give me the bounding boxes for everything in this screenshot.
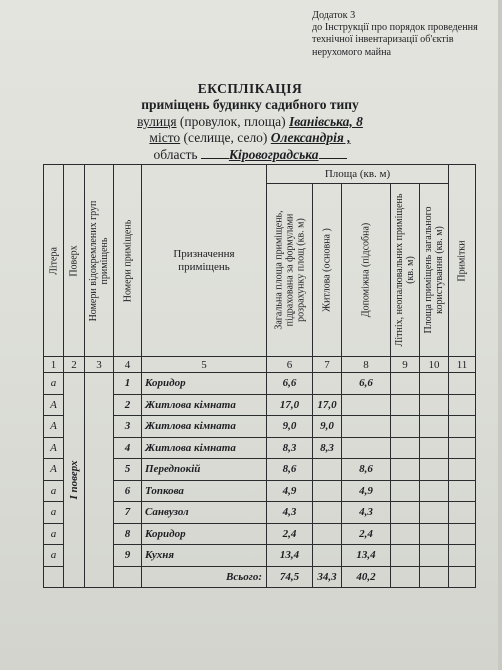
column-number: 8 [342,357,391,373]
cell-aux [342,416,391,438]
cell-living [313,545,342,567]
cell-living: 9,0 [313,416,342,438]
document-subtitle: приміщень будинку садибного типу [141,97,359,112]
cell-aux: 13,4 [342,545,391,567]
column-number-row [44,357,476,373]
cell-notes [449,480,476,502]
cell-aux: 8,6 [342,459,391,481]
cell-room-number: 6 [114,480,142,502]
cell-living: 8,3 [313,437,342,459]
cell-living [313,502,342,524]
table-row [44,373,476,395]
cell-aux: 2,4 [342,523,391,545]
cell-litera: А [44,437,64,459]
cell-aux [342,394,391,416]
cell-common [420,416,449,438]
street-prefix: вулиця [137,114,177,129]
cell-litera: А [44,416,64,438]
city-middle: (селище, село) [180,130,271,145]
appendix-line: нерухомого майна [312,46,392,58]
blank-underline [319,148,347,159]
cell-total: 9,0 [267,416,313,438]
cell-room-name: Топкова [142,480,267,502]
cell-room-name: Житлова кімната [142,437,267,459]
column-number: 9 [391,357,420,373]
cell-room-number: 2 [114,394,142,416]
region-value: Кіровоградська [228,147,319,162]
region-label: область [153,147,198,162]
cell-summer [391,416,420,438]
cell-litera: а [44,523,64,545]
cell-common [420,437,449,459]
cell-summer [391,502,420,524]
header-group-numbers: Номери відокремлених груп приміщень [85,165,114,357]
cell-total: 17,0 [267,394,313,416]
cell-litera: А [44,459,64,481]
column-number: 6 [267,357,313,373]
cell-aux: 4,9 [342,480,391,502]
cell-litera [44,566,64,588]
cell-litera: а [44,373,64,395]
cell-common [420,480,449,502]
appendix-line: Додаток 3 [312,10,356,21]
column-number: 1 [44,357,64,373]
column-number: 5 [142,357,267,373]
cell-room-number: 4 [114,437,142,459]
address-city-line [80,129,420,146]
totals-aux: 40,2 [342,566,391,588]
column-number: 7 [313,357,342,373]
city-prefix: місто [149,130,181,145]
header-common: Площа приміщень загального користування (кв. м) [420,184,449,357]
appendix-note [312,10,500,59]
cell-notes [449,502,476,524]
cell-living [313,459,342,481]
cell-room-number: 8 [114,523,142,545]
cell-room-name: Коридор [142,523,267,545]
cell-summer [391,566,420,588]
city-suffix: , [343,130,351,145]
cell-notes [449,523,476,545]
cell-summer [391,523,420,545]
column-number: 4 [114,357,142,373]
cell-room-number: 3 [114,416,142,438]
cell-total: 4,9 [267,480,313,502]
address-street-line [80,113,420,130]
address-region-line [80,146,420,163]
cell-total: 2,4 [267,523,313,545]
cell-aux: 4,3 [342,502,391,524]
cell-room-number: 7 [114,502,142,524]
cell-litera: а [44,545,64,567]
street-value: Іванівська, 8 [288,114,363,129]
cell-living [313,523,342,545]
cell-living: 17,0 [313,394,342,416]
header-auxiliary: Допоміжна (підсобна) [342,184,391,357]
column-number: 2 [64,357,85,373]
cell-room-name: Житлова кімната [142,394,267,416]
explication-table-wrap [43,164,476,588]
header-purpose: Призначення приміщень [142,165,267,357]
cell-room-name: Передпокій [142,459,267,481]
cell-summer [391,459,420,481]
header-room-numbers: Номери приміщень [114,165,142,357]
column-number: 10 [420,357,449,373]
header-total-area: Загальна площа приміщень, підрахована за формулами розрахунку площ (кв. м) [267,184,313,357]
header-litera: Літера [44,165,64,357]
cell-common [420,502,449,524]
column-number: 3 [85,357,114,373]
cell-room-name: Житлова кімната [142,416,267,438]
cell-total: 8,3 [267,437,313,459]
cell-summer [391,545,420,567]
cell-litera: а [44,502,64,524]
totals-living: 34,3 [313,566,342,588]
cell-notes [449,437,476,459]
header-notes: Примітки [449,165,476,357]
header-area-group: Площа (кв. м) [267,165,449,184]
cell-common [420,373,449,395]
cell-notes [449,566,476,588]
cell-common [420,459,449,481]
cell-notes [449,416,476,438]
cell-summer [391,373,420,395]
cell-room-number [114,566,142,588]
blank-underline [201,148,229,159]
totals-total: 74,5 [267,566,313,588]
city-value: Олександрія [270,130,344,145]
cell-common [420,566,449,588]
totals-label: Всього: [142,566,267,588]
cell-common [420,394,449,416]
cell-group [85,373,114,588]
header-living: Житлова (основна ) [313,184,342,357]
column-number: 11 [449,357,476,373]
cell-total: 13,4 [267,545,313,567]
cell-common [420,545,449,567]
cell-total: 8,6 [267,459,313,481]
cell-common [420,523,449,545]
cell-total: 4,3 [267,502,313,524]
header-floor: Поверх [64,165,85,357]
cell-room-number: 5 [114,459,142,481]
cell-litera: а [44,480,64,502]
cell-litera: А [44,394,64,416]
cell-living [313,480,342,502]
document-title: ЕКСПЛІКАЦІЯ [197,81,303,96]
cell-summer [391,480,420,502]
cell-aux: 6,6 [342,373,391,395]
cell-room-name: Коридор [142,373,267,395]
cell-summer [391,394,420,416]
cell-notes [449,545,476,567]
cell-room-number: 1 [114,373,142,395]
header-summer: Літніх, неопалювальних приміщень (кв. м) [391,184,420,357]
street-middle: (провулок, площа) [176,114,289,129]
cell-living [313,373,342,395]
cell-notes [449,373,476,395]
cell-room-name: Кухня [142,545,267,567]
cell-notes [449,394,476,416]
appendix-line: технічної інвентаризації об'єктів [312,34,454,46]
cell-summer [391,437,420,459]
cell-floor: І поверх [64,373,85,588]
cell-total: 6,6 [267,373,313,395]
cell-room-number: 9 [114,545,142,567]
appendix-line: до Інструкції про порядок проведення [312,22,478,34]
cell-aux [342,437,391,459]
cell-notes [449,459,476,481]
cell-room-name: Санвузол [142,502,267,524]
explication-table [43,164,476,588]
